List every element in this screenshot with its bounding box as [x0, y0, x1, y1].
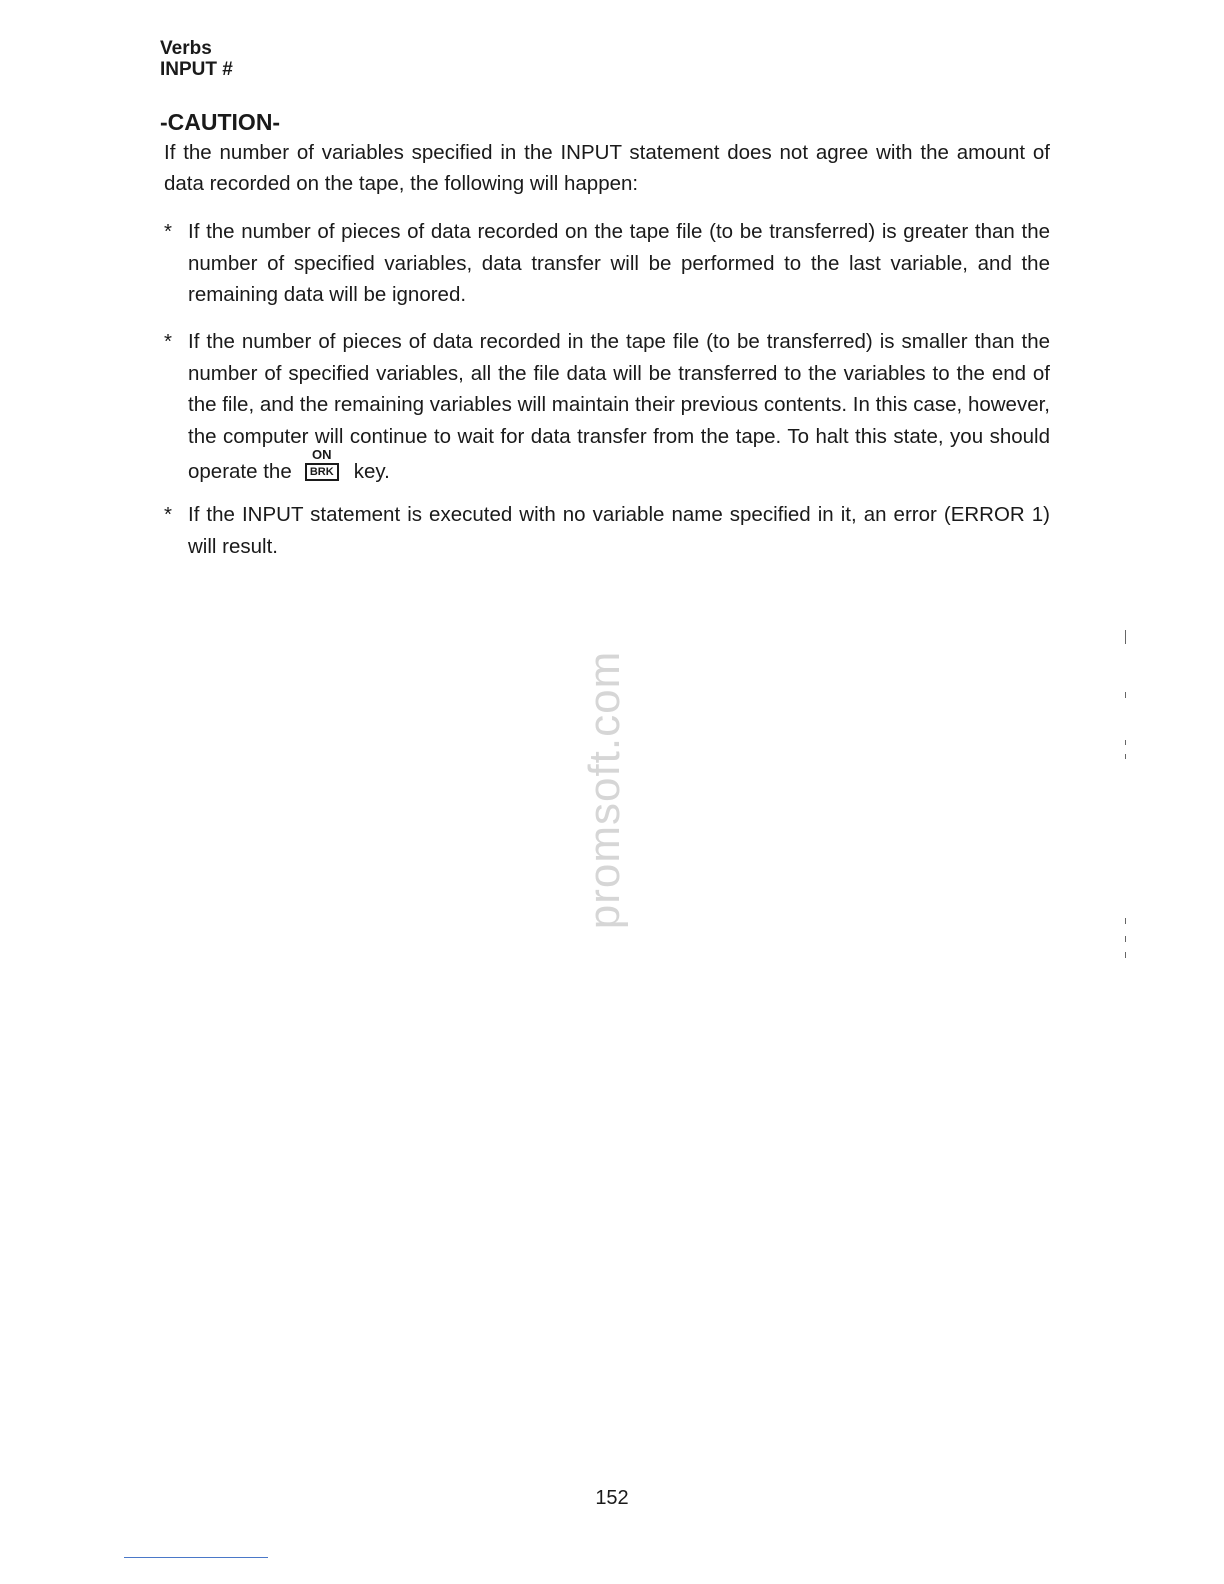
watermark: promsoft.com	[580, 650, 629, 930]
caution-title: -CAUTION-	[160, 109, 281, 135]
scan-speck	[1125, 918, 1126, 924]
footer-rule	[124, 1557, 268, 1558]
scan-speck	[1125, 952, 1126, 958]
caution-intro: If the number of variables specified in the INPUT statement does not agree with the amount of data recorded on the tape, the following will happen:	[164, 141, 1050, 195]
section-label: Verbs	[160, 38, 212, 59]
bullet-marker: *	[164, 330, 172, 353]
scan-speck	[1125, 754, 1126, 759]
bullet-text: If the number of pieces of data recorded on the tape file (to be transferred) is greater than the number of specified variables, data transfer will be performed to the last variable, and the remaining data will be ignored.	[188, 220, 1050, 306]
bullet-text-before-key: If the number of pieces of data recorded in the tape file (to be transferred) is smaller than the number of specified variables, all the file data will be transferred to the variables to the end of the file, and the remaining variables will maintain their previous contents. In this case, however, the computer will continue to wait for data transfer from the tape. To halt this state, you should operate the	[188, 330, 1050, 483]
bullet-item	[164, 326, 1050, 488]
scan-speck	[1125, 936, 1126, 942]
key-top-label: ON	[311, 447, 332, 462]
bullet-text-after-key: key.	[353, 460, 390, 483]
page-number: 152	[595, 1487, 629, 1509]
bullet-marker: *	[164, 220, 172, 243]
bullet-text	[188, 326, 1050, 488]
scan-speck	[1125, 740, 1126, 745]
key-bottom-label: BRK	[305, 463, 339, 481]
topic-label: INPUT #	[160, 59, 233, 80]
bullet-item	[164, 216, 1050, 311]
scan-speck	[1125, 692, 1126, 698]
on-brk-key-icon	[304, 447, 340, 482]
bullet-marker: *	[164, 503, 172, 526]
bullet-item	[164, 499, 1050, 562]
bullet-text: If the INPUT statement is executed with no variable name specified in it, an error (ERROR 1) will result.	[188, 503, 1050, 558]
running-head	[160, 38, 233, 80]
scan-speck	[1125, 630, 1126, 644]
